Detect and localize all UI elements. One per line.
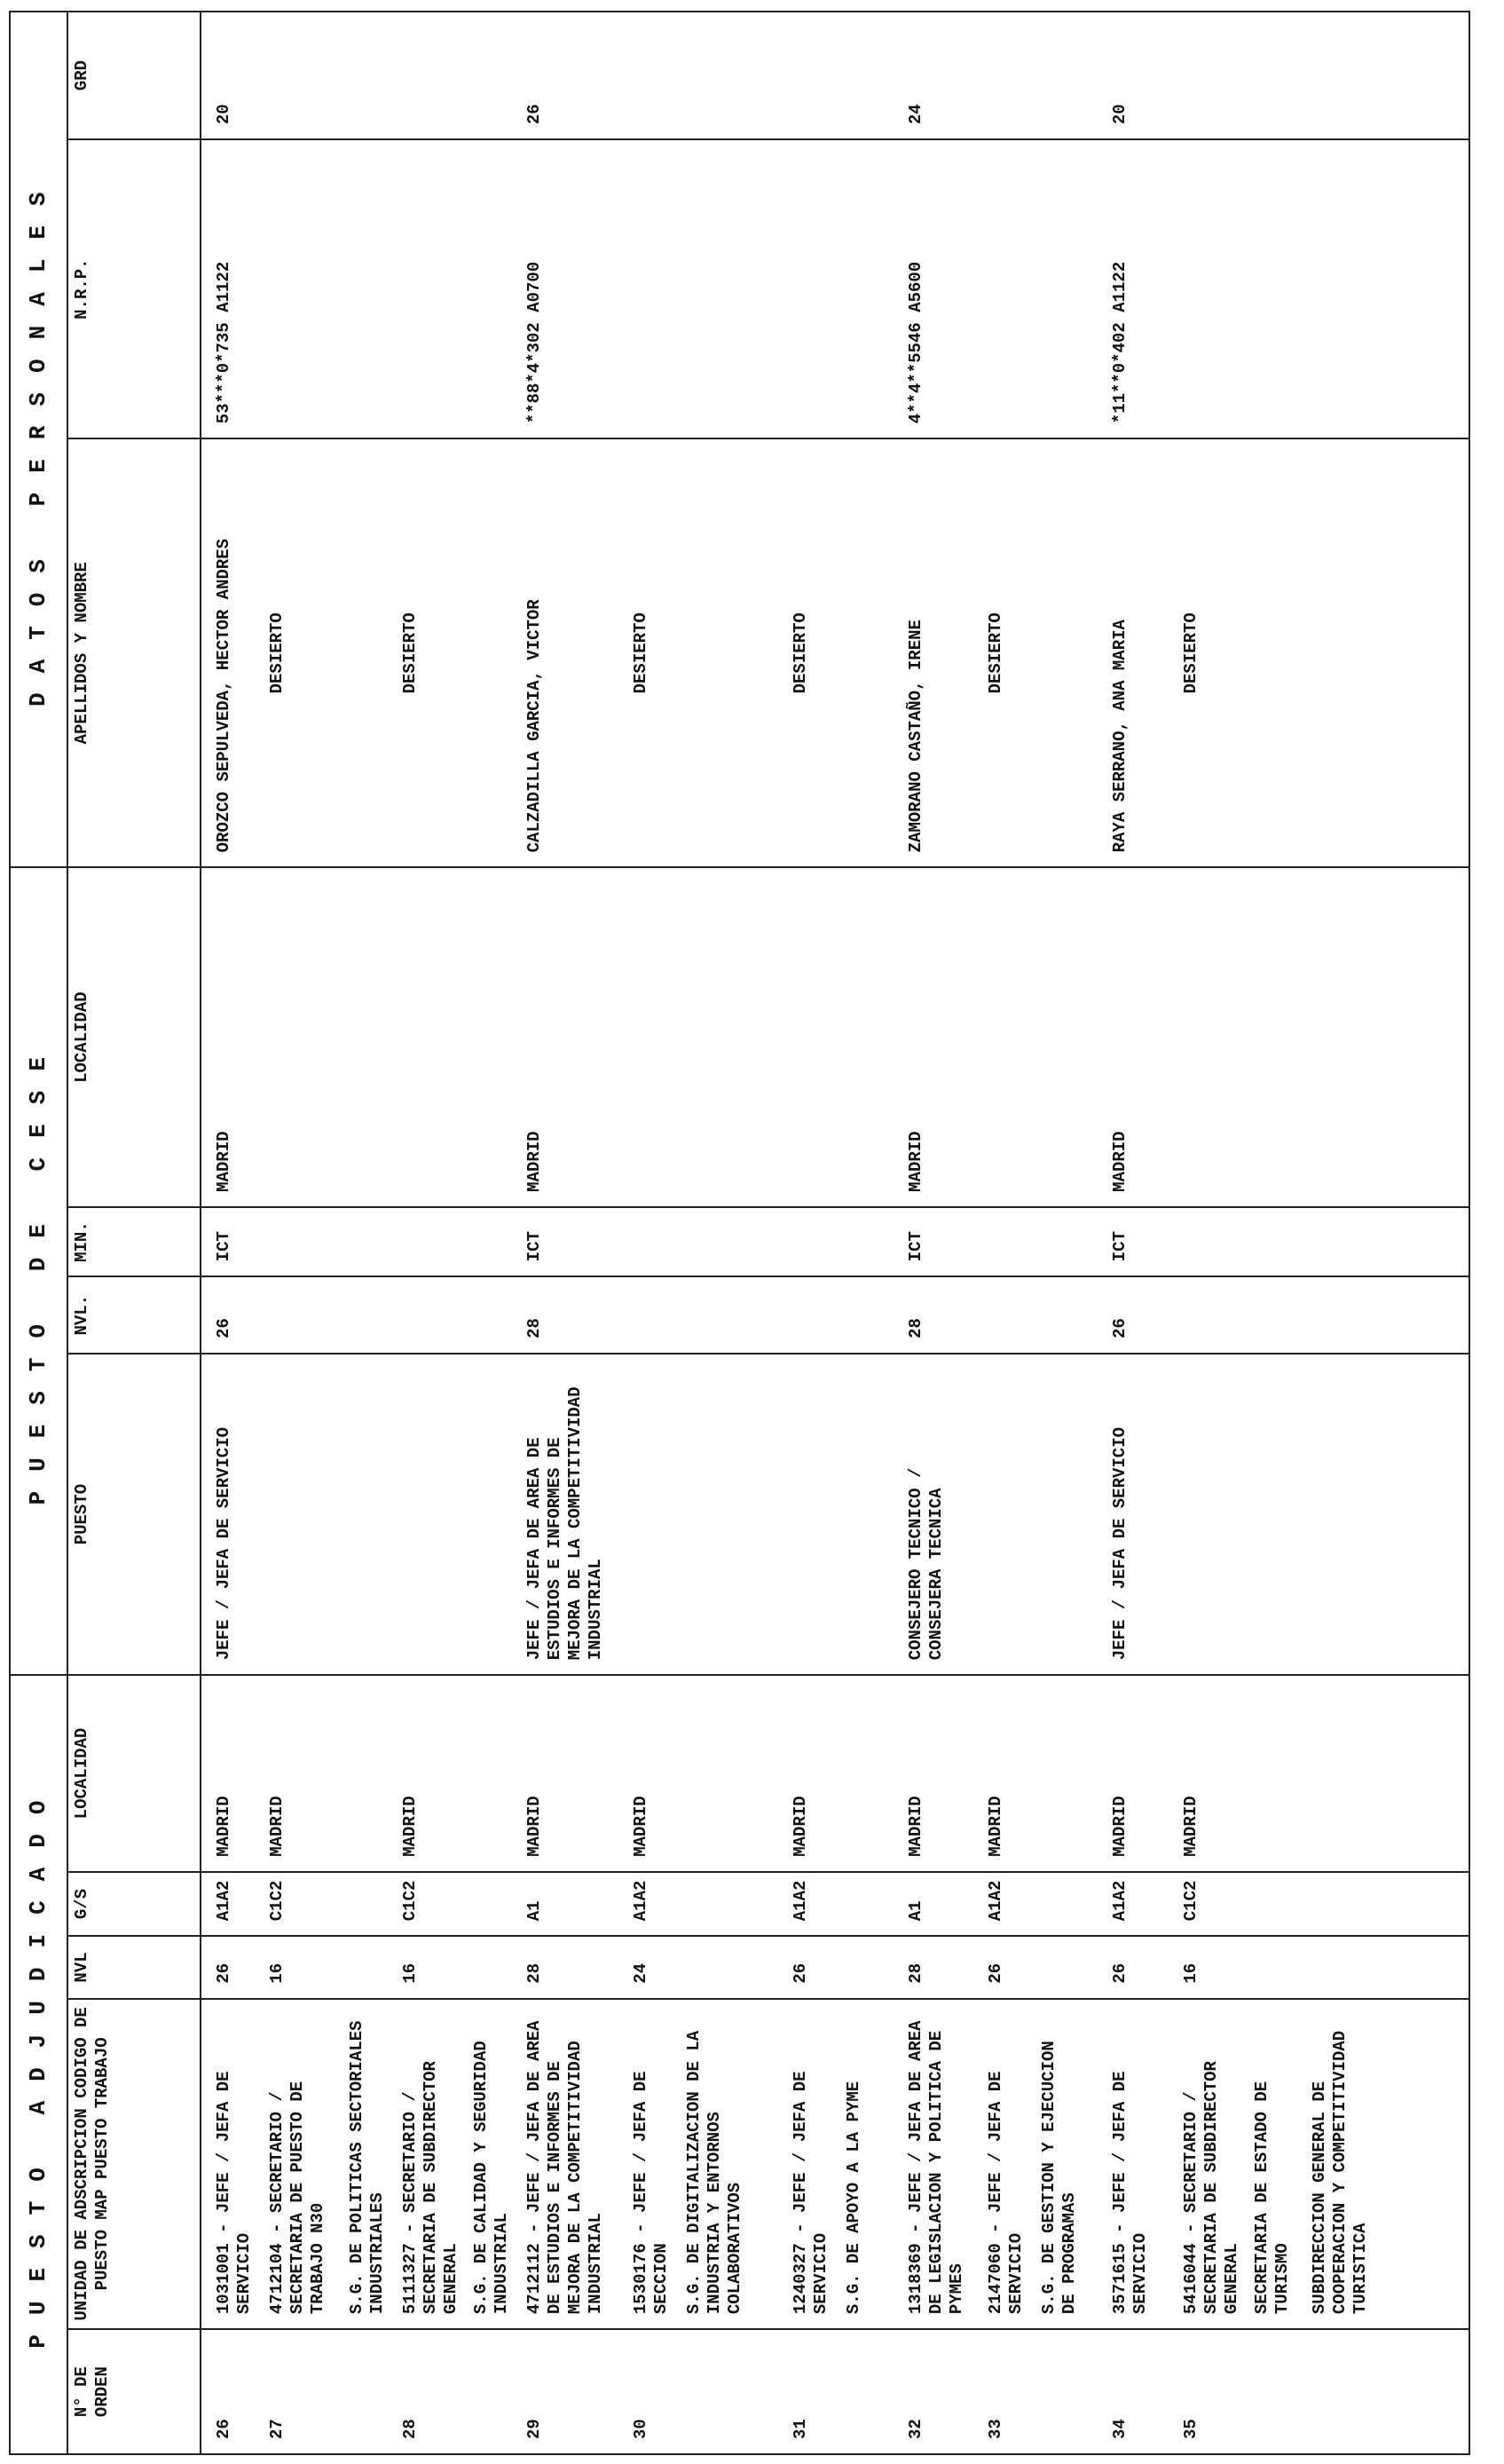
col-localidad: LOCALIDAD [67, 1675, 201, 1872]
body-col-nrp [201, 139, 1469, 438]
section-puesto-cese: PUESTO DE CESE [10, 867, 67, 1675]
cell-orden: 29 [524, 2419, 544, 2439]
column-header-row [67, 12, 201, 2454]
col-nvl-cese: NVL. [67, 1276, 201, 1354]
cell-unidad: S.G. DE APOYO A LA PYME [844, 2081, 863, 2315]
cell-gs: C1C2 [267, 1880, 287, 1922]
cell-orden: 33 [986, 2419, 1005, 2439]
cell-nvl: 16 [267, 1963, 287, 1984]
cell-nombre: DESIERTO [1181, 612, 1201, 694]
cell-gs: A1A2 [214, 1880, 233, 1922]
cell-nvl-cese: 28 [906, 1318, 925, 1339]
body-col-nvl [201, 1936, 1469, 1998]
body-col-min [201, 1207, 1469, 1277]
cell-orden: 31 [791, 2419, 810, 2439]
cell-nvl: 26 [214, 1963, 233, 1984]
body-col-gs [201, 1872, 1469, 1936]
cell-nombre: DESIERTO [631, 612, 650, 694]
section-puesto-adjudicado: PUESTO ADJUDICADO [10, 1675, 67, 2454]
col-apellidos: APELLIDOS Y NOMBRE [67, 438, 201, 867]
cell-nvl: 26 [791, 1963, 810, 1984]
col-nvl: NVL [67, 1936, 201, 1998]
cell-unidad: S.G. DE DIGITALIZACION DE LA INDUSTRIA Y ENTORNOS COLABORATIVOS [684, 2030, 744, 2315]
cell-nombre: OROZCO SEPULVEDA, HECTOR ANDRES [214, 538, 233, 853]
cell-unidad: 5416044 - SECRETARIO / SECRETARIA DE SUBDIRECTOR GENERAL [1181, 2061, 1241, 2315]
cell-nombre: RAYA SERRANO, ANA MARIA [1110, 620, 1130, 853]
body-col-localidad-cese [201, 867, 1469, 1206]
cell-localidad: MADRID [400, 1796, 420, 1857]
cell-localidad: MADRID [1181, 1796, 1201, 1857]
cell-gs: C1C2 [1181, 1880, 1201, 1922]
cell-grd: 20 [1110, 104, 1130, 125]
cell-grd: 20 [214, 104, 233, 125]
cell-nvl: 24 [631, 1963, 650, 1984]
cell-localidad-cese: MADRID [214, 1131, 233, 1192]
cell-orden: 30 [631, 2419, 650, 2439]
cell-unidad: 1031001 - JEFE / JEFA DE SERVICIO [214, 2071, 254, 2315]
cell-unidad: 4712112 - JEFE / JEFA DE AREA DE ESTUDIOS E INFORMES DE MEJORA DE LA COMPETITIVIDAD INDUSTRIAL [524, 2020, 605, 2315]
cell-unidad: S.G. DE GESTION Y EJECUCION DE PROGRAMAS [1039, 2041, 1079, 2315]
cell-nvl-cese: 26 [1110, 1318, 1130, 1339]
cell-localidad: MADRID [631, 1796, 650, 1857]
cell-unidad: SECRETARIA DE ESTADO DE TURISMO [1252, 2081, 1292, 2315]
cell-localidad: MADRID [267, 1796, 287, 1857]
cell-nvl: 16 [400, 1963, 420, 1984]
cell-unidad: 4712104 - SECRETARIO / SECRETARIA DE PUESTO DE TRABAJO N30 [267, 2081, 327, 2315]
cell-orden: 32 [906, 2419, 925, 2439]
cell-localidad: MADRID [1110, 1796, 1130, 1857]
col-unidad: UNIDAD DE ADSCRIPCION CODIGO DE PUESTO MAP PUESTO TRABAJO [67, 1999, 201, 2329]
cell-gs: A1A2 [986, 1880, 1005, 1922]
cell-nvl: 16 [1181, 1963, 1201, 1984]
cell-min: ICT [1110, 1231, 1130, 1262]
cell-localidad-cese: MADRID [1110, 1131, 1130, 1192]
cell-gs: A1 [906, 1900, 925, 1922]
cell-localidad-cese: MADRID [524, 1131, 544, 1192]
cell-puesto: JEFE / JEFA DE SERVICIO [1110, 1427, 1130, 1661]
cell-localidad: MADRID [524, 1796, 544, 1857]
cell-unidad: 1530176 - JEFE / JEFA DE SECCION [631, 2071, 671, 2315]
cell-min: ICT [214, 1231, 233, 1262]
section-datos-personales: DATOS PERSONALES [10, 12, 67, 867]
body-col-localidad [201, 1675, 1469, 1872]
body-col-unidad [201, 1999, 1469, 2329]
cell-grd: 26 [524, 104, 544, 125]
cell-min: ICT [524, 1231, 544, 1262]
cell-unidad: 2147060 - JEFE / JEFA DE SERVICIO [986, 2071, 1026, 2315]
cell-nombre: ZAMORANO CASTAÑO, IRENE [906, 620, 925, 853]
cell-gs: A1A2 [1110, 1880, 1130, 1922]
cell-localidad: MADRID [791, 1796, 810, 1857]
cell-orden: 27 [267, 2419, 287, 2439]
col-puesto: PUESTO [67, 1354, 201, 1675]
cell-orden: 28 [400, 2419, 420, 2439]
cell-unidad: 3571615 - JEFE / JEFA DE SERVICIO [1110, 2071, 1150, 2315]
adjudication-table [9, 11, 1470, 2455]
cell-nrp: 53***0*735 A1122 [214, 261, 233, 424]
cell-orden: 34 [1110, 2419, 1130, 2439]
cell-nrp: **88*4*302 A0700 [524, 261, 544, 424]
cell-nrp: 4**4**5546 A5600 [906, 261, 925, 424]
cell-nvl-cese: 28 [524, 1318, 544, 1339]
cell-gs: A1 [524, 1900, 544, 1922]
cell-orden: 35 [1181, 2419, 1201, 2439]
col-orden: N° DE ORDEN [67, 2329, 201, 2454]
col-grd: GRD [67, 12, 201, 139]
cell-localidad: MADRID [214, 1796, 233, 1857]
cell-nombre: DESIERTO [986, 612, 1005, 694]
cell-nvl: 28 [906, 1963, 925, 1984]
col-min: MIN. [67, 1207, 201, 1277]
cell-nvl: 26 [986, 1963, 1005, 1984]
cell-gs: C1C2 [400, 1880, 420, 1922]
body-col-grd [201, 12, 1469, 139]
cell-unidad: SUBDIRECCION GENERAL DE COOPERACION Y COMPETITIVIDAD TURISTICA [1310, 2030, 1370, 2315]
cell-nombre: DESIERTO [267, 612, 287, 694]
body-col-orden [201, 2329, 1469, 2454]
cell-nvl: 28 [524, 1963, 544, 1984]
body-col-nvl-cese [201, 1276, 1469, 1354]
cell-unidad: 1318369 - JEFE / JEFA DE AREA DE LEGISLACION Y POLITICA DE PYMES [906, 2020, 966, 2315]
cell-localidad-cese: MADRID [906, 1131, 925, 1192]
cell-grd: 24 [906, 104, 925, 125]
col-nrp: N.R.P. [67, 139, 201, 438]
cell-unidad: 5111327 - SECRETARIO / SECRETARIA DE SUBDIRECTOR GENERAL [400, 2061, 461, 2315]
cell-nvl: 26 [1110, 1963, 1130, 1984]
cell-nombre: CALZADILLA GARCIA, VICTOR [524, 599, 544, 853]
col-gs: G/S [67, 1872, 201, 1936]
col-localidad-cese: LOCALIDAD [67, 867, 201, 1206]
cell-localidad: MADRID [986, 1796, 1005, 1857]
cell-unidad: 1240327 - JEFE / JEFA DE SERVICIO [791, 2071, 831, 2315]
body-col-puesto [201, 1354, 1469, 1675]
cell-puesto: JEFE / JEFA DE AREA DE ESTUDIOS E INFORMES DE MEJORA DE LA COMPETITIVIDAD INDUSTRIAL [524, 1386, 605, 1661]
cell-min: ICT [906, 1231, 925, 1262]
cell-puesto: JEFE / JEFA DE SERVICIO [214, 1427, 233, 1661]
cell-gs: A1A2 [631, 1880, 650, 1922]
cell-orden: 26 [214, 2419, 233, 2439]
section-header-row [10, 12, 67, 2454]
body-col-apellidos [201, 438, 1469, 867]
cell-unidad: S.G. DE CALIDAD Y SEGURIDAD INDUSTRIAL [471, 2041, 511, 2315]
cell-nombre: DESIERTO [791, 612, 810, 694]
cell-puesto: CONSEJERO TECNICO / CONSEJERA TECNICA [906, 1467, 946, 1661]
cell-nombre: DESIERTO [400, 612, 420, 694]
cell-unidad: S.G. DE POLITICAS SECTORIALES INDUSTRIALES [347, 2020, 387, 2315]
cell-gs: A1A2 [791, 1880, 810, 1922]
table-body-row [201, 12, 1469, 2454]
cell-nrp: *11**0*402 A1122 [1110, 261, 1130, 424]
cell-nvl-cese: 26 [214, 1318, 233, 1339]
cell-localidad: MADRID [906, 1796, 925, 1857]
